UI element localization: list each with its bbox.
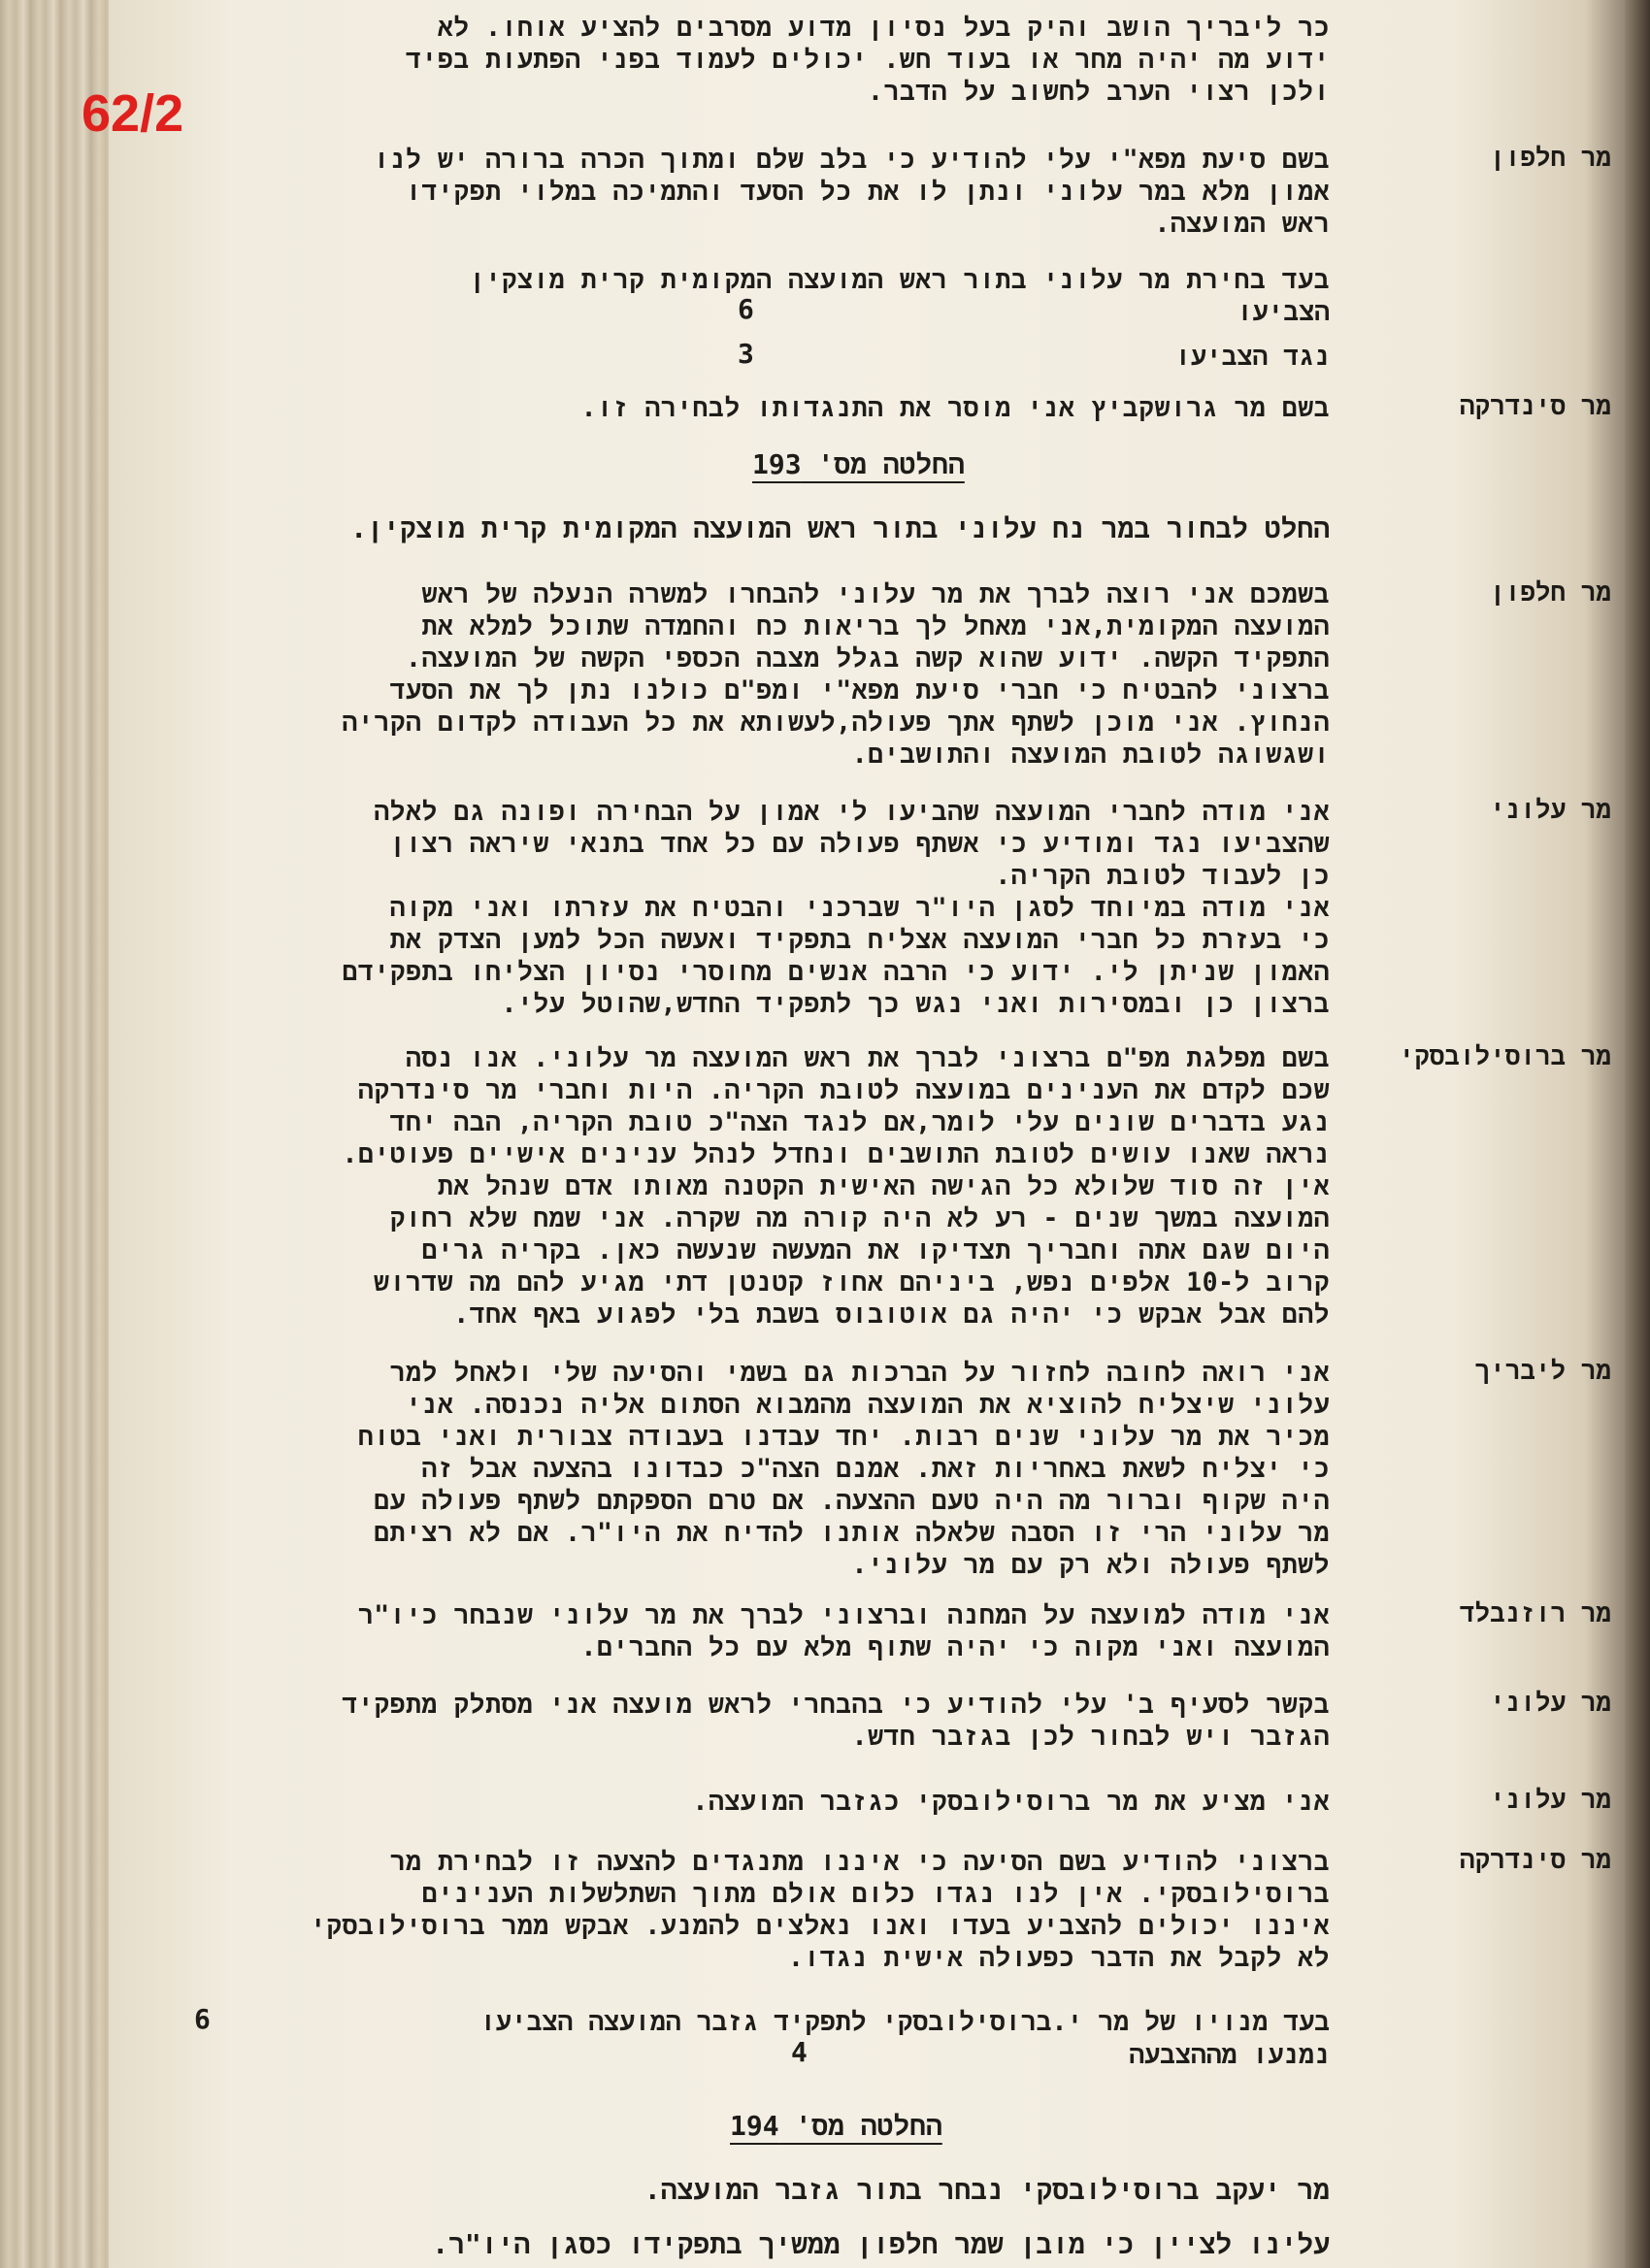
vote-for-count: 6 <box>738 293 754 325</box>
closing-line: עלינו לציין כי מובן שמר חלפון ממשיך בתפקידו כסגן היו"ר. <box>432 2228 1330 2260</box>
text-line: שהצביעו נגד ומודיע כי אשתף פעולה עם כל אחד בתנאי שיראה רצון <box>389 829 1330 859</box>
page-edge-shadow <box>1625 0 1650 2268</box>
text-line: כן לעבוד לטובת הקריה. <box>995 861 1330 891</box>
text-line: ראש המועצה. <box>1154 209 1330 239</box>
resolution-194-title: החלטה מס' 194 <box>730 2110 942 2142</box>
page-number: 62/2 <box>82 84 184 143</box>
vote-treasurer-for-label: בעד מנויו של מר י.ברוסילובסקי לתפקיד גזבר המועצה הצביעו <box>479 2007 1330 2037</box>
text-line: אני מודה למועצה על המחנה וברצוני לברך את מר עלוני שנבחר כיו"ר <box>357 1600 1330 1630</box>
resolution-193-text: החלט לבחור במר נח עלוני בתור ראש המועצה המקומית קרית מוצקין. <box>350 512 1330 544</box>
text-line: להם אבל אבקש כי יהיה גם אוטובוס בשבת בלי לפגוע באף אחד. <box>453 1299 1330 1330</box>
text-line: איננו יכולים להצביע בעדו ואנו נאלצים להמנע. אבקש ממר ברוסילובסקי <box>310 1911 1330 1941</box>
text-line: המועצה המקומית,אני מאחל לך בריאות כח והחמדה שתוכל למלא את <box>421 611 1330 641</box>
vote-for-label: הצביעו <box>1237 297 1330 327</box>
paragraph-sindreka-2 <box>136 1846 1330 1974</box>
text-line: ולכן רצוי הערב לחשוב על הדבר. <box>868 77 1330 107</box>
speaker-name: מר עלוני <box>1490 1689 1611 1718</box>
text-line: ברצוני להודיע בשם הסיעה כי איננו מתנגדים להצעה זו לבחירת מר <box>389 1847 1330 1877</box>
paragraph-intro <box>136 12 1330 108</box>
text-line: אני רואה לחובה לחזור על הברכות גם בשמי והסיעה שלי ולאחל למר <box>389 1358 1330 1388</box>
paragraph-rosenblad-1 <box>136 1599 1330 1663</box>
text-line: לא לקבל את הדבר כפעולה אישית נגדו. <box>787 1943 1330 1973</box>
text-line: האמון שניתן לי. ידוע כי הרבה אנשים מחוסרי נסיון הצליחו בתפקידם <box>342 957 1330 987</box>
text-line: נראה שאנו עושים לטובת התושבים ונחדל לנהל ענינים אישיים פעוטים. <box>342 1139 1330 1169</box>
vote-against-count: 3 <box>738 338 754 370</box>
text-line: עלוני שיצליח להוציא את המועצה מהמבוא הסתום אליה נכנסה. אני <box>406 1390 1330 1420</box>
speaker-name: מר ברוסילובסקי <box>1399 1042 1611 1071</box>
speaker-name: מר עלוני <box>1490 1786 1611 1815</box>
speaker-name: מר עלוני <box>1490 796 1611 825</box>
speaker-name: מר חלפון <box>1490 578 1611 608</box>
text-line: לשתף פעולה ולא רק עם מר עלוני. <box>851 1550 1330 1580</box>
paragraph-halfon-2 <box>136 578 1330 771</box>
speaker-name: מר סינדרקה <box>1459 392 1611 421</box>
vote-against-label: נגד הצביעו <box>1174 342 1330 372</box>
speaker-name: מר ליבריך <box>1474 1357 1611 1386</box>
text-line: אין זה סוד שלולא כל הגישה האישית הקטנה מאותו אדם שנהל את <box>437 1171 1330 1201</box>
text-line: מר עלוני הרי זו הסבה שלאלה אותנו להדיח את היו"ר. אם לא רציתם <box>374 1518 1330 1548</box>
binding-strip <box>0 0 109 2268</box>
paragraph-vote-1 <box>136 264 1330 296</box>
text-line: בשמכם אני רוצה לברך את מר עלוני להבחרו למשרה הנעלה של ראש <box>421 579 1330 609</box>
text-line: אני מודה במיוחד לסגן היו"ר שברכני והבטיח את עזרתו ואני מקוה <box>389 893 1330 923</box>
text-line: שכם לקדם את הענינים במועצה לטובת הקריה. היות וחברי מר סינדרקה <box>357 1075 1330 1105</box>
speaker-name: מר סינדרקה <box>1459 1846 1611 1875</box>
resolution-193-title: החלטה מס' 193 <box>752 448 965 480</box>
text-line: הנחוץ. אני מוכן לשתף אתך פעולה,לעשותא את כל העבודה לקדום הקריה <box>342 707 1330 738</box>
paragraph-brusilovsky-1 <box>136 1042 1330 1331</box>
text-line: ידוע מה יהיה מחר או בעוד חש. יכולים לעמוד בפני הפתעות בפיד <box>406 45 1330 75</box>
text-line: היום שגם אתה וחבריך תצדיקו את המעשה שנעשה כאן. בקריה גרים <box>421 1235 1330 1265</box>
paragraph-librich-1 <box>136 1357 1330 1581</box>
text-line: היה שקוף וברור מה היה טעם ההצעה. אם טרם הספקתם לשתף פעולה עם <box>374 1486 1330 1516</box>
text-line: אני מודה לחברי המועצה שהביעו לי אמון על הבחירה ופונה גם לאלה <box>374 797 1330 827</box>
resolution-194-text: מר יעקב ברוסילובסקי נבחר בתור גזבר המועצה. <box>644 2174 1330 2206</box>
paragraph-aloni-2 <box>136 1689 1330 1753</box>
vote-treasurer-abstain-count: 4 <box>791 2036 808 2068</box>
text-line: כר ליבריך הושב והיק בעל נסיון מדוע מסרבים להציע אוחו. לא <box>437 13 1330 43</box>
text-line: בשם סיעת מפא"י עלי להודיע כי בלב שלם ומתוך הכרה ברורה יש לנו <box>374 145 1330 175</box>
text-line: ושגשוגה לטובת המועצה והתושבים. <box>851 740 1330 770</box>
text-line: בקשר לסעיף ב' עלי להודיע כי בהבחרי לראש מועצה אני מסתלק מתפקיד <box>342 1690 1330 1720</box>
text-line: אני מציע את מר ברוסילובסקי כגזבר המועצה. <box>692 1787 1330 1817</box>
text-line: ברוסילובסקי. אין לנו נגדו כלום אולם מתוך השתלשלות הענינים <box>421 1879 1330 1909</box>
text-line: מכיר את מר עלוני שנים רבות. יחד עבדנו בעבודה צבורית ואני בטוח <box>357 1422 1330 1452</box>
speaker-name: מר חלפון <box>1490 144 1611 173</box>
paragraph-sindreka-1 <box>136 392 1330 424</box>
text-line: ברצוני להבטיח כי חברי סיעת מפא"י ומפ"ם כולנו נתן לך את הסעד <box>389 675 1330 706</box>
vote-treasurer-for-count: 6 <box>194 2003 211 2035</box>
speaker-name: מר רוזנבלד <box>1459 1599 1611 1628</box>
text-line: נגע בדברים שונים עלי לומר,אם לנגד הצה"כ טובת הקריה, הבה יחד <box>389 1107 1330 1137</box>
text-line: התפקיד הקשה. ידוע שהוא קשה בגלל מצבה הכספי הקשה של המועצה. <box>406 643 1330 674</box>
vote-treasurer-abstain-label: נמנעו מההצבעה <box>1129 2040 1330 2070</box>
text-line: המועצה במשך שנים - רע לא היה קורה מה שקרה. אני שמח שלא רחוק <box>389 1203 1330 1233</box>
text-line: כי יצליח לשאת באחריות זאת. אמנם הצה"כ כבדונו בהצעה אבל זה <box>421 1454 1330 1484</box>
text-line: קרוב ל-10 אלפים נפש, ביניהם אחוז קטנטן דתי מגיע להם מה שדרוש <box>374 1267 1330 1298</box>
text-line: בשם מר גרושקביץ אני מוסר את התנגדותו לבחירה זו. <box>580 393 1330 423</box>
paragraph-aloni-3 <box>136 1786 1330 1818</box>
text-line: כי בעזרת כל חברי המועצה אצליח בתפקיד ואעשה הכל למען הצדק את <box>389 925 1330 955</box>
text-line: בשם מפלגת מפ"ם ברצוני לברך את ראש המועצה מר עלוני. אנו נסה <box>405 1043 1330 1073</box>
text-line: בעד בחירת מר עלוני בתור ראש המועצה המקומית קרית מוצקין <box>469 265 1330 295</box>
text-line: אמון מלא במר עלוני ונתן לו את כל הסעד והתמיכה במלוי תפקידו <box>406 177 1330 207</box>
text-line: המועצה ואני מקוה כי יהיה שתוף מלא עם כל החברים. <box>580 1632 1330 1662</box>
paragraph-aloni-1 <box>136 796 1330 1020</box>
text-line: ברצון כן ובמסירות ואני נגש כך לתפקיד החדש,שהוטל עלי. <box>501 989 1330 1019</box>
text-line: הגזבר ויש לבחור לכן בגזבר חדש. <box>851 1722 1330 1752</box>
paragraph-halfon-1 <box>136 144 1330 240</box>
